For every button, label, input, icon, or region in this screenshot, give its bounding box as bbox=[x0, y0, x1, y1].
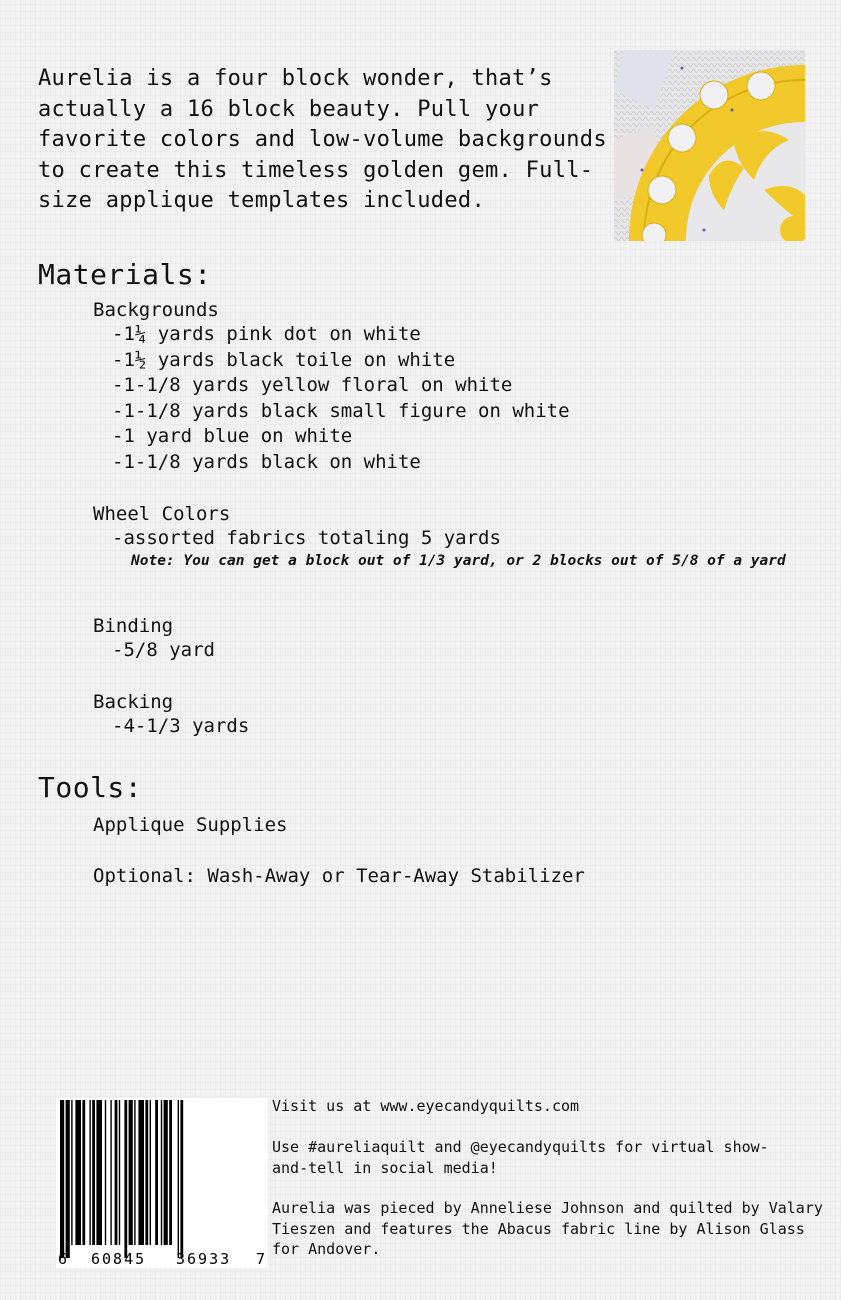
binding-label: Binding bbox=[93, 615, 174, 637]
barcode-bar bbox=[129, 1100, 133, 1245]
barcode-bar bbox=[145, 1100, 148, 1245]
barcode-bar bbox=[89, 1100, 90, 1245]
list-item: -1-1/8 yards black on white bbox=[112, 450, 421, 473]
wheel-colors-label: Wheel Colors bbox=[93, 503, 231, 525]
barcode-bar bbox=[82, 1100, 85, 1245]
list-item: -1-1/8 yards black small figure on white bbox=[112, 399, 570, 422]
barcode-bar bbox=[134, 1100, 135, 1245]
backing-list bbox=[112, 714, 249, 740]
list-item: -1½ yards black toile on white bbox=[112, 348, 456, 371]
backing-label: Backing bbox=[93, 691, 174, 713]
barcode bbox=[56, 1098, 268, 1268]
barcode-bar bbox=[75, 1100, 81, 1245]
social-text: Use #aureliaquilt and @eyecandyquilts for virtual show-and-tell in social media! bbox=[272, 1138, 769, 1177]
list-item: -1¼ yards pink dot on white bbox=[112, 323, 421, 345]
binding-list bbox=[112, 638, 215, 664]
barcode-bar bbox=[161, 1100, 162, 1245]
list-item: -1-1/8 yards yellow floral on white bbox=[112, 374, 513, 396]
barcode-bar bbox=[164, 1100, 168, 1245]
barcode-bar bbox=[119, 1100, 120, 1245]
barcode-bar bbox=[110, 1100, 111, 1245]
tool-item-applique: Applique Supplies bbox=[93, 814, 288, 836]
barcode-group-1: 60845 bbox=[91, 1250, 147, 1268]
barcode-bar bbox=[105, 1100, 106, 1245]
backgrounds-label: Backgrounds bbox=[93, 299, 219, 321]
barcode-group-2: 36933 bbox=[176, 1250, 232, 1268]
barcode-last-digit: 7 bbox=[256, 1250, 266, 1268]
barcode-icon bbox=[56, 1098, 268, 1268]
list-item: -1 yard blue on white bbox=[112, 425, 353, 447]
barcode-bar bbox=[178, 1100, 179, 1258]
backgrounds-list bbox=[112, 322, 570, 475]
list-item: -assorted fabrics totaling 5 yards bbox=[112, 527, 501, 549]
barcode-bar bbox=[96, 1100, 102, 1245]
quilt-photo bbox=[614, 50, 805, 241]
barcode-bar bbox=[66, 1100, 70, 1258]
tools-title: Tools: bbox=[38, 771, 143, 804]
barcode-bar bbox=[115, 1100, 118, 1245]
barcode-bar bbox=[169, 1100, 172, 1245]
barcode-bar bbox=[92, 1100, 95, 1245]
wheel-colors-list bbox=[112, 526, 501, 552]
visit-text: Visit us at www.eyecandyquilts.com bbox=[272, 1097, 580, 1115]
list-item: -4-1/3 yards bbox=[112, 715, 250, 737]
barcode-bar bbox=[155, 1100, 158, 1245]
barcode-bar bbox=[138, 1100, 144, 1245]
list-item: -5/8 yard bbox=[112, 639, 215, 661]
quilt-image-icon bbox=[614, 50, 805, 241]
credits-text: Aurelia was pieced by Anneliese Johnson and quilted by Valary Tieszen and features the Abacus fabric line by Alison Glass for Andover. bbox=[272, 1199, 823, 1258]
barcode-bar bbox=[150, 1100, 151, 1245]
barcode-bar bbox=[60, 1100, 64, 1258]
intro-text: Aurelia is a four block wonder, that’s actually a 16 block beauty. Pull your favorite colors and low-volume backgrounds to create this timeless golden gem. Full-size applique templates included. bbox=[38, 66, 607, 213]
barcode-bar bbox=[71, 1100, 72, 1245]
barcode-bar bbox=[180, 1100, 183, 1258]
tool-item-stabilizer: Optional: Wash-Away or Tear-Away Stabilizer bbox=[93, 865, 585, 887]
materials-title: Materials: bbox=[38, 258, 212, 291]
wheel-colors-note: Note: You can get a block out of 1/3 yard, or 2 blocks out of 5/8 of a yard bbox=[131, 553, 786, 569]
barcode-first-digit: 6 bbox=[58, 1250, 68, 1268]
barcode-bar bbox=[124, 1100, 127, 1258]
